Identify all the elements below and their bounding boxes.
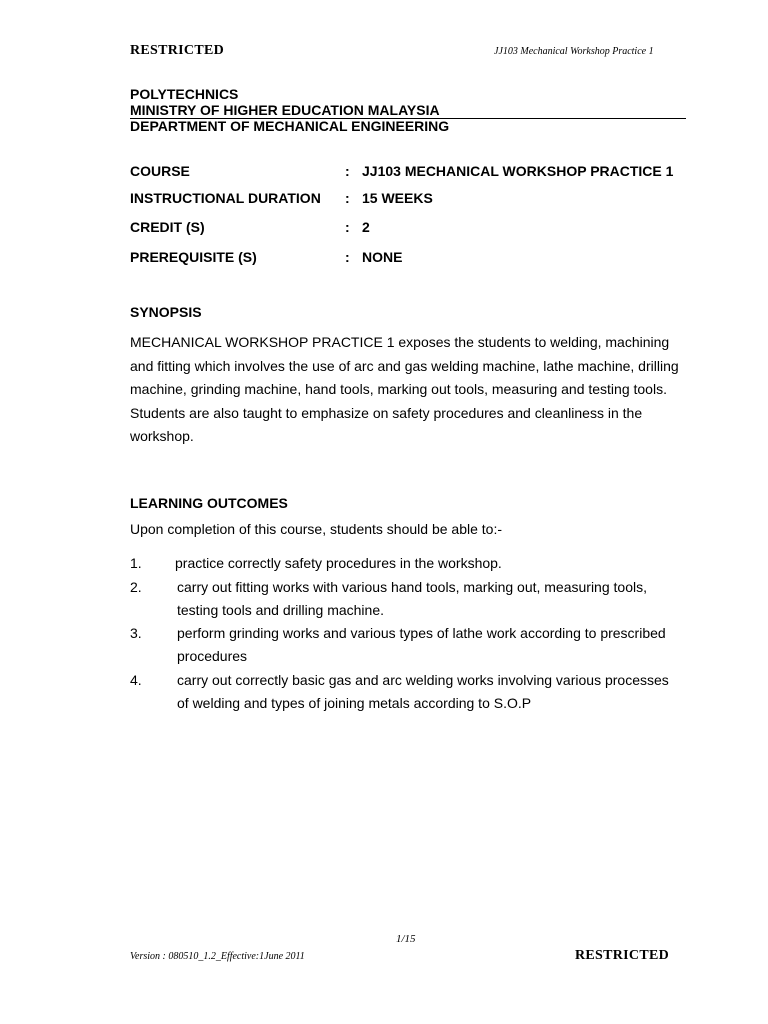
learning-outcomes-intro: Upon completion of this course, students should be able to:- — [130, 521, 502, 537]
institution-line-2: MINISTRY OF HIGHER EDUCATION MALAYSIA — [130, 102, 440, 118]
outcome-number: 1. — [130, 555, 142, 571]
institution-line-1: POLYTECHNICS — [130, 86, 239, 102]
course-colon: : — [345, 163, 350, 179]
duration-value: 15 WEEKS — [362, 190, 433, 206]
credit-label: CREDIT (S) — [130, 219, 205, 235]
duration-label: INSTRUCTIONAL DURATION — [130, 190, 321, 206]
outcome-text: perform grinding works and various types of lathe work according to prescribed procedures — [177, 625, 666, 664]
synopsis-title: SYNOPSIS — [130, 304, 202, 320]
course-label: COURSE — [130, 163, 190, 179]
prerequisite-colon: : — [345, 249, 350, 265]
page-number: 1/15 — [396, 933, 416, 945]
outcome-text: practice correctly safety procedures in the workshop. — [175, 555, 502, 571]
credit-value: 2 — [362, 219, 370, 235]
outcome-text: carry out fitting works with various hand tools, marking out, measuring tools, testing tools and drilling machine. — [177, 579, 647, 618]
credit-colon: : — [345, 219, 350, 235]
institution-line-3: DEPARTMENT OF MECHANICAL ENGINEERING — [130, 118, 450, 134]
header-restricted-label: RESTRICTED — [130, 43, 225, 58]
course-value: JJ103 MECHANICAL WORKSHOP PRACTICE 1 — [362, 163, 674, 179]
footer-restricted-label: RESTRICTED — [575, 948, 670, 963]
synopsis-text: MECHANICAL WORKSHOP PRACTICE 1 exposes the students to welding, machining and fitting which involves the use of arc and gas welding machine, lathe machine, drilling machine, grinding machine, hand tools, marking out tools, measuring and testing tools. Students are also taught to emphasize on safety procedures and cleanliness in the workshop. — [130, 334, 679, 444]
outcome-number: 2. — [130, 579, 142, 595]
outcome-number: 4. — [130, 672, 142, 688]
version-info: Version : 080510_1.2_Effective:1June 2011 — [130, 951, 305, 962]
header-course-title: JJ103 Mechanical Workshop Practice 1 — [494, 46, 654, 57]
prerequisite-label: PREREQUISITE (S) — [130, 249, 257, 265]
prerequisite-value: NONE — [362, 249, 403, 265]
learning-outcomes-title: LEARNING OUTCOMES — [130, 495, 288, 511]
duration-colon: : — [345, 190, 350, 206]
outcome-number: 3. — [130, 625, 142, 641]
outcome-text: carry out correctly basic gas and arc welding works involving various processes of welding and types of joining metals according to S.O.P — [177, 672, 669, 711]
